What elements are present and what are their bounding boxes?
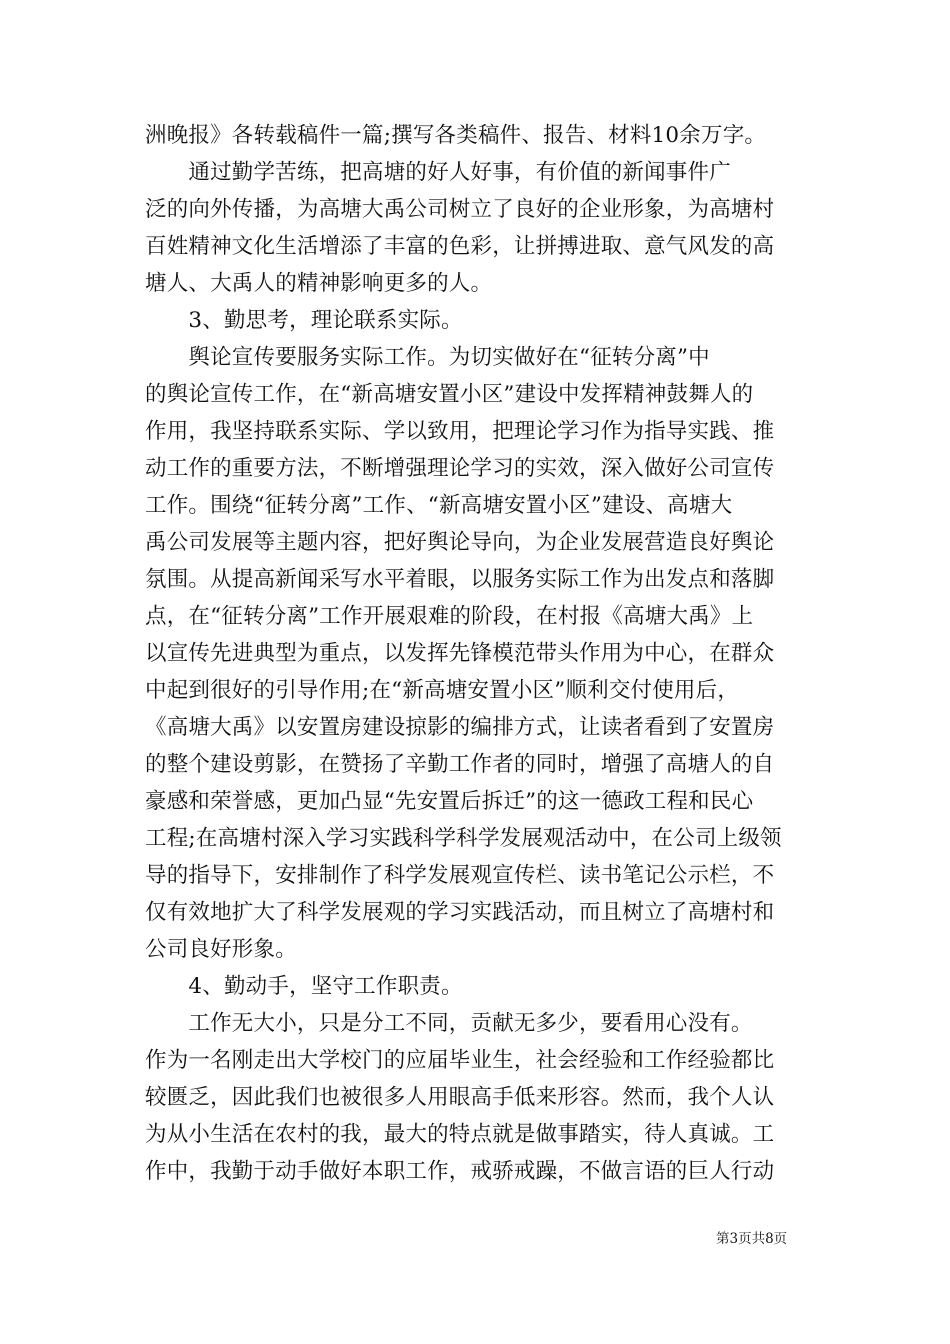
text-line: 《高塘大禹》以安置房建设掠影的编排方式，让读者看到了安置房 xyxy=(145,715,775,740)
text-line: 较匮乏，因此我们也被很多人用眼高手低来形容。然而，我个人认 xyxy=(145,1085,775,1110)
text-line: 泛的向外传播，为高塘大禹公司树立了良好的企业形象，为高塘村 xyxy=(145,197,775,222)
page-number: 第3页共8页 xyxy=(716,1231,788,1247)
text-line: 动工作的重要方法，不断增强理论学习的实效，深入做好公司宣传 xyxy=(145,456,775,481)
text-line: 仅有效地扩大了科学发展观的学习实践活动，而且树立了高塘村和 xyxy=(145,900,775,925)
text-line: 的整个建设剪影，在赞扬了辛勤工作者的同时，增强了高塘人的自 xyxy=(145,752,775,777)
text-line: 工作无大小，只是分工不同，贡献无多少，要看用心没有。 xyxy=(145,1011,753,1036)
text-line: 工作。围绕“征转分离”工作、“新高塘安置小区”建设、高塘大 xyxy=(145,493,733,518)
text-line: 通过勤学苦练，把高塘的好人好事，有价值的新闻事件广 xyxy=(145,160,731,185)
text-line: 以宣传先进典型为重点，以发挥先锋模范带头作用为中心，在群众 xyxy=(145,641,775,666)
text-line: 点，在“征转分离”工作开展艰难的阶段，在村报《高塘大禹》上 xyxy=(145,604,754,629)
text-line: 的舆论宣传工作，在“新高塘安置小区”建设中发挥精神鼓舞人的 xyxy=(145,382,754,407)
text-line: 作为一名刚走出大学校门的应届毕业生，社会经验和工作经验都比 xyxy=(145,1048,775,1073)
text-line: 塘人、大禹人的精神影响更多的人。 xyxy=(145,271,493,296)
section-heading: 4、勤动手，坚守工作职责。 xyxy=(145,974,463,999)
section-heading: 3、勤思考，理论联系实际。 xyxy=(145,308,463,333)
text-line: 豪感和荣誉感，更加凸显“先安置后拆迁”的这一德政工程和民心 xyxy=(145,789,754,814)
text-line: 公司良好形象。 xyxy=(145,937,297,962)
text-line: 氛围。从提高新闻采写水平着眼，以服务实际工作为出发点和落脚 xyxy=(145,567,775,592)
text-line: 工程;在高塘村深入学习实践科学科学发展观活动中，在公司上级领 xyxy=(145,826,782,851)
text-line: 作中，我勤于动手做好本职工作，戒骄戒躁，不做言语的巨人行动 xyxy=(145,1159,775,1184)
text-line: 中起到很好的引导作用;在“新高塘安置小区”顺利交付使用后， xyxy=(145,678,740,703)
text-line: 导的指导下，安排制作了科学发展观宣传栏、读书笔记公示栏，不 xyxy=(145,863,775,888)
text-line: 洲晚报》各转载稿件一篇;撰写各类稿件、报告、材料10余万字。 xyxy=(145,123,767,148)
text-line: 为从小生活在农村的我，最大的特点就是做事踏实，待人真诚。工 xyxy=(145,1122,775,1147)
text-line: 舆论宣传要服务实际工作。为切实做好在“征转分离”中 xyxy=(145,345,710,370)
text-line: 百姓精神文化生活增添了丰富的色彩，让拼搏进取、意气风发的高 xyxy=(145,234,775,259)
text-line: 禹公司发展等主题内容，把好舆论导向，为企业发展营造良好舆论 xyxy=(145,530,775,555)
text-line: 作用，我坚持联系实际、学以致用，把理论学习作为指导实践、推 xyxy=(145,419,775,444)
